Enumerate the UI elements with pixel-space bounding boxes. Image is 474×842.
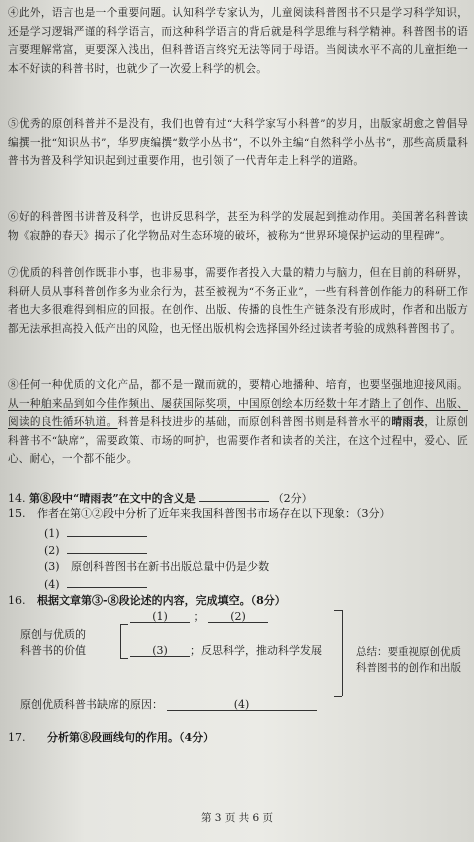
diagram-right-bracket-top: [334, 610, 342, 611]
question-15-text: 作者在第①②段中分析了近年来我国科普图书市场存在以下现象：（3分）: [37, 507, 391, 520]
question-15-item-3-label: (3): [44, 560, 60, 573]
diagram-blank-1-label: (1): [152, 610, 168, 623]
diagram-right-bracket: [342, 610, 343, 696]
question-15-item-2: [44, 541, 147, 557]
question-15-item-1-blank[interactable]: [67, 524, 147, 537]
question-17: [8, 730, 214, 746]
paragraph-4: ④此外，语言也是一个重要问题。认知科学专家认为，儿童阅读科普图书不只是学习科学知识，还是学习逻辑严谨的科学语言，而这种科学语言的背后就是科学思维与科学精神。科普图书的语言要理解常富，更要深入浅出，但科普语言终究无法等同于母语。当阅读水平不高的儿童拒绝一本不好读的科普书时，也就少了一次爱上科学的机会。: [8, 7, 468, 75]
question-15-item-1-label: (1): [44, 527, 60, 540]
diagram-reason-row: [20, 696, 317, 712]
question-15-item-1: [44, 524, 147, 540]
question-15-item-3: [44, 558, 269, 574]
paragraph-5: ⑤优秀的原创科普并不是没有，我们也曾有过“大科学家写小科普”的岁月，出版家胡愈之曾倡导编撰一批“知识丛书”，华罗庚编撰“数学小丛书”，不以外主编“自然科学小丛书”，那些高质量科普书为普及科学知识起到过重要作用，也引领了一代青年走上科学的道路。: [8, 118, 468, 168]
diagram-row-2-text: ；反思科学，推动科学发展: [190, 644, 322, 657]
diagram-blank-3[interactable]: [130, 644, 190, 657]
question-15-item-3-text: 原创科普图书在新书出版总量中仍是少数: [71, 560, 270, 573]
diagram-right-bracket-bottom: [334, 696, 342, 697]
question-16-text: 根据文章第③-⑧段论述的内容，完成填空。（8分）: [37, 594, 286, 607]
diagram-blank-4[interactable]: [167, 698, 317, 711]
diagram-blank-2-label: (2): [230, 610, 246, 623]
question-14-number: 14.: [8, 492, 26, 505]
page-footer: 第 3 页 共 6 页: [200, 812, 274, 824]
diagram-row-1: (1) ； (2): [130, 608, 330, 624]
question-17-text: 分析第⑧段画线句的作用。（4分）: [47, 731, 215, 744]
paragraph-8-part-c: ，让原创科普书不“缺席”，需要政策、市场的呵护，也需要作者和读者的关注，在这个过程中，爱心、匠心、耐心，一个都不能少。: [8, 416, 468, 466]
question-15-item-4-blank[interactable]: [67, 575, 147, 588]
diagram-left-label-line-1: 原创与优质的: [20, 628, 86, 641]
paragraph-8-underlined-sentence: 从一种舶来品到如今佳作频出、屡获国际奖项，中国原创绘本历经数十年才踏上了创作、出版、阅读的良性循环轨道。: [8, 397, 468, 429]
question-16-number: 16.: [8, 594, 26, 607]
diagram-blank-4-label: (4): [233, 698, 250, 711]
question-16: [8, 593, 286, 609]
paragraph-6: ⑥好的科普图书讲普及科学，也讲反思科学，甚至为科学的发展起到推动作用。美国著名科普读物《寂静的春天》揭示了化学物品对生态环境的破坏，被称为“世界环境保护运动的里程碑”。: [8, 211, 468, 242]
question-14-answer-blank[interactable]: [199, 489, 269, 502]
diagram-row-2: [130, 642, 360, 658]
question-15-item-2-label: (2): [44, 544, 60, 557]
question-15-item-2-blank[interactable]: [67, 541, 147, 554]
paragraph-7: ⑦优质的科普创作既非小事，也非易事，需要作者投入大量的精力与脑力，但在目前的科研界，科研人员从事科普创作多为业余行为，甚至被视为“不务正业”，一些有科普创作能力的科研工作者也大多很难得到相应的回报。在创作、出版、传播的良性生产链条没有形成时，作者和出版方都无法承担高投入低产出的风险，也无怪出版机构会选择国外经过读者考验的成熟科普图书了。: [8, 267, 468, 335]
diagram-left-bracket-top: [120, 624, 128, 625]
diagram-left-bracket: [120, 624, 121, 658]
paragraph-8-bold-word: 晴雨表: [391, 416, 425, 429]
paragraph-8: [8, 376, 468, 469]
diagram-blank-1[interactable]: [130, 610, 190, 623]
diagram-summary-line-1: 总结：要重视原创优质: [356, 646, 461, 658]
diagram-left-bracket-bottom: [120, 658, 128, 659]
question-14-score: （2分）: [272, 492, 313, 505]
diagram-reason-label: 原创优质科普书缺席的原因：: [20, 698, 163, 711]
paragraph-8-part-a: ⑧任何一种优质的文化产品，都不是一蹴而就的，要精心地播种、培育，也要坚强地迎接风雨。: [8, 379, 468, 391]
question-15: [8, 506, 391, 522]
diagram-summary-line-2: 科普图书的创作和出版: [356, 662, 461, 674]
question-14: [8, 489, 313, 507]
question-15-number: 15.: [8, 507, 26, 520]
diagram-blank-3-label: (3): [152, 644, 168, 657]
question-17-number: 17.: [8, 731, 26, 744]
question-15-item-4: [44, 575, 147, 591]
question-15-item-4-label: (4): [44, 578, 60, 591]
diagram-left-label-line-2: 科普书的价值: [20, 644, 86, 657]
diagram-blank-2[interactable]: [208, 610, 268, 623]
question-14-text: 第⑧段中“晴雨表”在文中的含义是: [29, 492, 196, 505]
paragraph-8-part-b: 科普是科技进步的基础，而原创科普图书则是科普水平的: [117, 416, 392, 429]
